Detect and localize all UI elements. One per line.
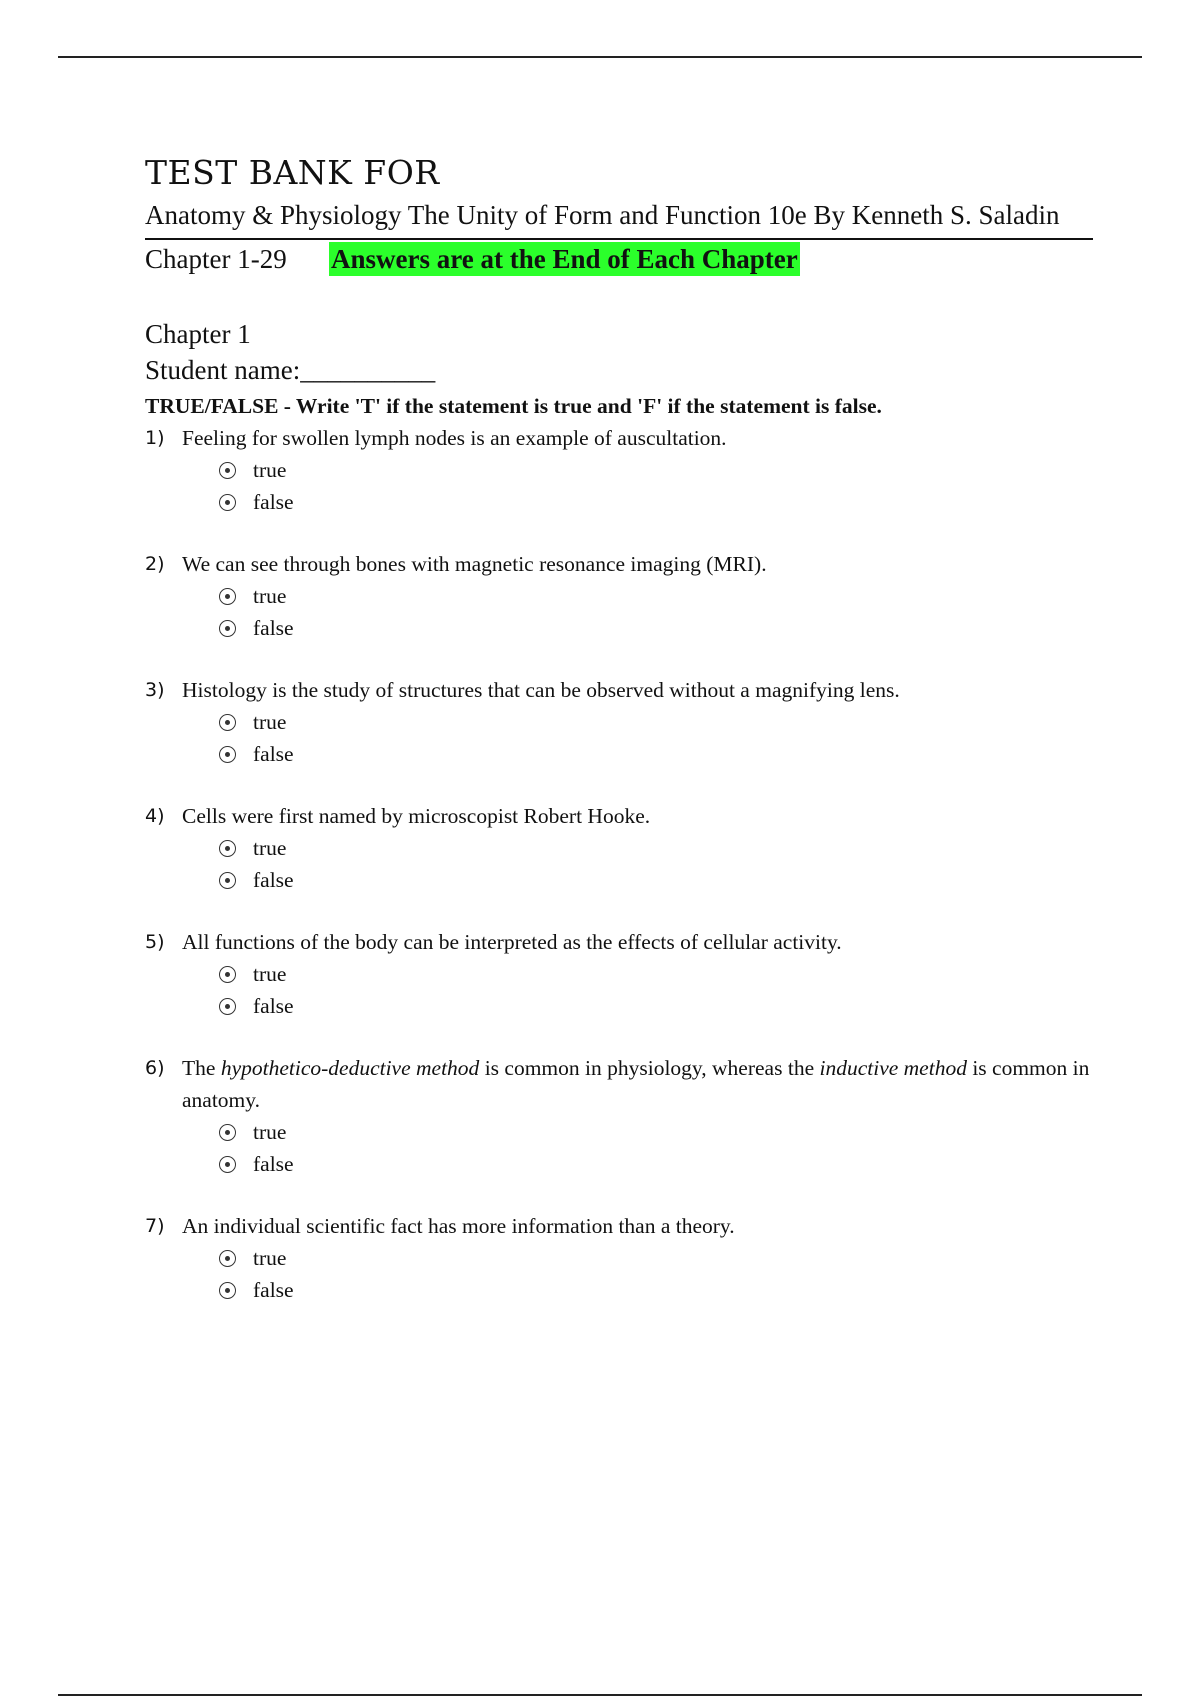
- question-text: We can see through bones with magnetic resonance imaging (MRI).: [182, 552, 767, 576]
- question-row: [145, 674, 1095, 706]
- top-rule: [58, 56, 1142, 58]
- radio-icon[interactable]: [219, 494, 236, 511]
- document-body: [145, 150, 1095, 1336]
- question-number: 3): [145, 679, 165, 701]
- question-list: [145, 422, 1095, 1306]
- question-item: [145, 674, 1095, 770]
- question-text: Cells were first named by microscopist Robert Hooke.: [182, 804, 651, 828]
- option-label: false: [253, 994, 294, 1018]
- option-false[interactable]: [219, 486, 1095, 518]
- question-item: [145, 926, 1095, 1022]
- option-false[interactable]: [219, 738, 1095, 770]
- question-text: An individual scientific fact has more information than a theory.: [182, 1214, 735, 1238]
- answer-options: [219, 454, 1095, 518]
- question-text: Histology is the study of structures that can be observed without a magnifying lens.: [182, 678, 900, 702]
- radio-icon[interactable]: [219, 872, 236, 889]
- question-row: [145, 926, 1095, 958]
- option-label: true: [253, 962, 287, 986]
- option-label: false: [253, 490, 294, 514]
- answer-options: [219, 580, 1095, 644]
- radio-icon[interactable]: [219, 1250, 236, 1267]
- question-number: 1): [145, 427, 165, 449]
- question-text-part: The: [182, 1056, 221, 1080]
- answer-options: [219, 958, 1095, 1022]
- question-item: [145, 548, 1095, 644]
- question-item: [145, 800, 1095, 896]
- instructions: TRUE/FALSE - Write 'T' if the statement is true and 'F' if the statement is false.: [145, 394, 882, 418]
- question-number: 5): [145, 931, 165, 953]
- question-row: [145, 1210, 1095, 1242]
- chapter-range-line: [145, 238, 1093, 278]
- answer-options: [219, 706, 1095, 770]
- radio-icon[interactable]: [219, 714, 236, 731]
- question-text-part: is common in anatomy.: [182, 1056, 1090, 1112]
- option-true[interactable]: [219, 958, 1095, 990]
- radio-icon[interactable]: [219, 1124, 236, 1141]
- option-true[interactable]: [219, 1116, 1095, 1148]
- option-true[interactable]: [219, 832, 1095, 864]
- question-text-part: is common in physiology, whereas the: [479, 1056, 820, 1080]
- bottom-rule: [58, 1694, 1142, 1696]
- question-number: 7): [145, 1215, 165, 1237]
- radio-icon[interactable]: [219, 462, 236, 479]
- option-label: false: [253, 742, 294, 766]
- option-false[interactable]: [219, 990, 1095, 1022]
- question-text: [182, 1052, 1095, 1116]
- answer-options: [219, 832, 1095, 896]
- question-row: [145, 422, 1095, 454]
- book-subtitle: Anatomy & Physiology The Unity of Form and Function 10e By Kenneth S. Saladin: [145, 200, 1060, 230]
- question-number: 4): [145, 805, 165, 827]
- document-title: TEST BANK FOR: [145, 153, 440, 192]
- option-false[interactable]: [219, 864, 1095, 896]
- chapter-range: Chapter 1-29: [145, 244, 287, 274]
- question-item: [145, 422, 1095, 518]
- question-text-emphasis: inductive method: [819, 1056, 967, 1080]
- question-number: 2): [145, 553, 165, 575]
- option-label: true: [253, 584, 287, 608]
- option-label: true: [253, 710, 287, 734]
- radio-icon[interactable]: [219, 620, 236, 637]
- option-label: false: [253, 1152, 294, 1176]
- option-label: false: [253, 1278, 294, 1302]
- answer-options: [219, 1116, 1095, 1180]
- question-item: [145, 1052, 1095, 1180]
- option-false[interactable]: [219, 1274, 1095, 1306]
- option-label: true: [253, 1246, 287, 1270]
- question-text: All functions of the body can be interpreted as the effects of cellular activity.: [182, 930, 842, 954]
- radio-icon[interactable]: [219, 998, 236, 1015]
- answers-note-highlight: Answers are at the End of Each Chapter: [331, 244, 798, 274]
- option-label: true: [253, 458, 287, 482]
- option-label: true: [253, 836, 287, 860]
- option-true[interactable]: [219, 454, 1095, 486]
- question-row: [145, 800, 1095, 832]
- option-label: false: [253, 616, 294, 640]
- question-text: Feeling for swollen lymph nodes is an example of auscultation.: [182, 426, 727, 450]
- answer-options: [219, 1242, 1095, 1306]
- radio-icon[interactable]: [219, 1156, 236, 1173]
- option-true[interactable]: [219, 706, 1095, 738]
- radio-icon[interactable]: [219, 966, 236, 983]
- option-false[interactable]: [219, 612, 1095, 644]
- option-label: true: [253, 1120, 287, 1144]
- chapter-label: Chapter 1: [145, 319, 251, 349]
- question-row: [145, 1052, 1095, 1116]
- option-false[interactable]: [219, 1148, 1095, 1180]
- student-name-field: Student name:__________: [145, 355, 436, 385]
- radio-icon[interactable]: [219, 588, 236, 605]
- option-true[interactable]: [219, 580, 1095, 612]
- radio-icon[interactable]: [219, 746, 236, 763]
- question-text-emphasis: hypothetico-deductive method: [220, 1056, 480, 1080]
- option-label: false: [253, 868, 294, 892]
- radio-icon[interactable]: [219, 840, 236, 857]
- question-row: [145, 548, 1095, 580]
- radio-icon[interactable]: [219, 1282, 236, 1299]
- question-number: 6): [145, 1057, 165, 1079]
- option-true[interactable]: [219, 1242, 1095, 1274]
- question-item: [145, 1210, 1095, 1306]
